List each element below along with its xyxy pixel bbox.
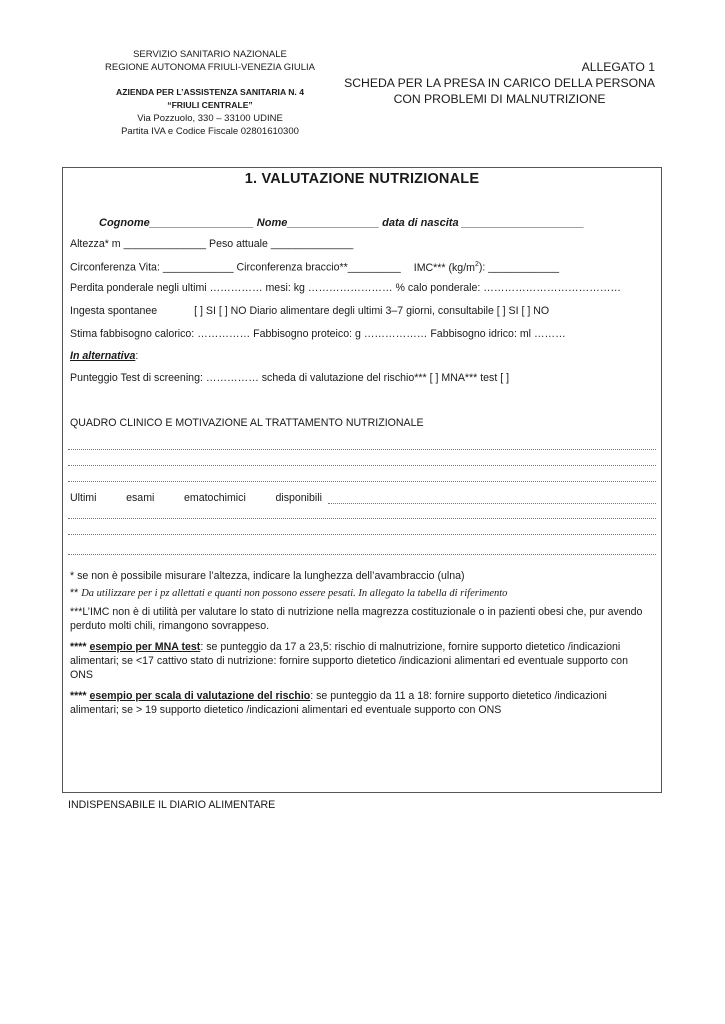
- lab-word: Ultimi: [70, 492, 97, 504]
- note-risk-scale: [70, 689, 651, 717]
- requirements-row: Stima fabbisogno calorico: …………… Fabbisogno proteico: g ……………… Fabbisogno idrico: ml ………: [70, 328, 566, 340]
- dotted-line: [68, 518, 656, 519]
- lab-word: esami: [126, 492, 155, 504]
- note-text: : se punteggio da 11 a 18: fornire supporto dietetico /indicazioni alimentari; se > 19 supporto dietetico /indicazioni alimentari ed eventuale supporto con ONS: [70, 690, 607, 716]
- note-text: : se punteggio da 17 a 23,5: rischio di malnutrizione, fornire supporto dietetico /indicazioni alimentari; se <17 cattivo stato di nutrizione: fornire supporto dietetico /indicazioni alimentari ed eventuale supporto con ONS: [70, 641, 628, 681]
- section-heading: QUADRO CLINICO E MOTIVAZIONE AL TRATTAMENTO NUTRIZIONALE: [70, 417, 424, 429]
- note-marker: ****: [70, 690, 87, 702]
- lab-word: ematochimici: [184, 492, 246, 504]
- bmi-exponent: 2: [474, 261, 479, 268]
- note-bmi: ***L’IMC non è di utilità per valutare lo stato di nutrizione nella magrezza costituzionale o in pazienti obesi che, pur avendo perduto molti chili, rimangono sovrappeso.: [70, 606, 643, 632]
- intake-label: Ingesta spontanee: [70, 305, 158, 317]
- form-title: 1. VALUTAZIONE NUTRIZIONALE: [244, 171, 480, 187]
- footer-note: INDISPENSABILE IL DIARIO ALIMENTARE: [68, 799, 276, 811]
- circumference-text: Circonferenza Vita: ____________ Circonferenza braccio**_________: [70, 261, 401, 274]
- alternative-label: In alternativa: [70, 350, 136, 362]
- header-line: “FRIULI CENTRALE”: [167, 100, 253, 110]
- note-bedridden: [70, 586, 651, 601]
- note-mna: [70, 640, 651, 682]
- note-heading: esempio per MNA test: [89, 641, 201, 653]
- lab-exams-row: [70, 492, 322, 504]
- screening-row: Punteggio Test di screening: …………… scheda di valutazione del rischio*** [ ] MNA*** test [ ]: [70, 372, 510, 384]
- header-line: AZIENDA PER L’ASSISTENZA SANITARIA N. 4: [116, 87, 304, 97]
- intake-options: [ ] SI [ ] NO Diario alimentare degli ultimi 3–7 giorni, consultabile [ ] SI [ ] NO: [194, 305, 550, 317]
- alternative-colon: :: [135, 350, 139, 362]
- weight-loss-row: Perdita ponderale negli ultimi …………… mesi: kg …………………… % calo ponderale: …………………………………: [70, 282, 622, 294]
- header-line: Partita IVA e Codice Fiscale 02801610300: [121, 126, 299, 137]
- name-row: Cognome_________________ Nome_______________ data di nascita ____________________: [99, 217, 584, 229]
- bmi-label: IMC*** (kg/m: [413, 261, 475, 274]
- dotted-line: [68, 481, 656, 482]
- alternative-row: [70, 350, 138, 362]
- nutrition-form-box: [62, 167, 662, 793]
- note-marker: ****: [70, 641, 87, 653]
- note-ulna: * se non è possibile misurare l’altezza, indicare la lunghezza dell’avambraccio (ulna): [70, 570, 465, 582]
- bmi-blank: ): ____________: [478, 261, 559, 274]
- note-heading: esempio per scala di valutazione del rischio: [89, 690, 311, 702]
- institution-header: [92, 48, 328, 138]
- intake-row: [70, 305, 549, 317]
- dotted-line: [68, 465, 656, 466]
- dotted-line: [68, 449, 656, 450]
- header-line: REGIONE AUTONOMA FRIULI-VENEZIA GIULIA: [105, 62, 315, 73]
- document-subtitle: CON PROBLEMI DI MALNUTRIZIONE: [393, 92, 606, 106]
- dotted-line: [68, 534, 656, 535]
- document-title: SCHEDA PER LA PRESA IN CARICO DELLA PERSONA: [344, 76, 655, 90]
- dotted-line: [328, 503, 656, 504]
- dotted-line: [68, 554, 656, 555]
- lab-word: disponibili: [275, 492, 322, 504]
- attachment-label: ALLEGATO 1: [581, 60, 655, 74]
- note-text: Da utilizzare per i pz allettati e quanti non possono essere pesati. In allegato la tabella di riferimento: [81, 588, 508, 599]
- header-line: Via Pozzuolo, 330 – 33100 UDINE: [137, 113, 283, 124]
- header-line: SERVIZIO SANITARIO NAZIONALE: [133, 49, 287, 60]
- circumference-row: [70, 261, 559, 274]
- document-title-block: [344, 59, 655, 107]
- note-marker: **: [70, 587, 79, 599]
- height-weight-row: Altezza* m ______________ Peso attuale ______________: [70, 238, 354, 250]
